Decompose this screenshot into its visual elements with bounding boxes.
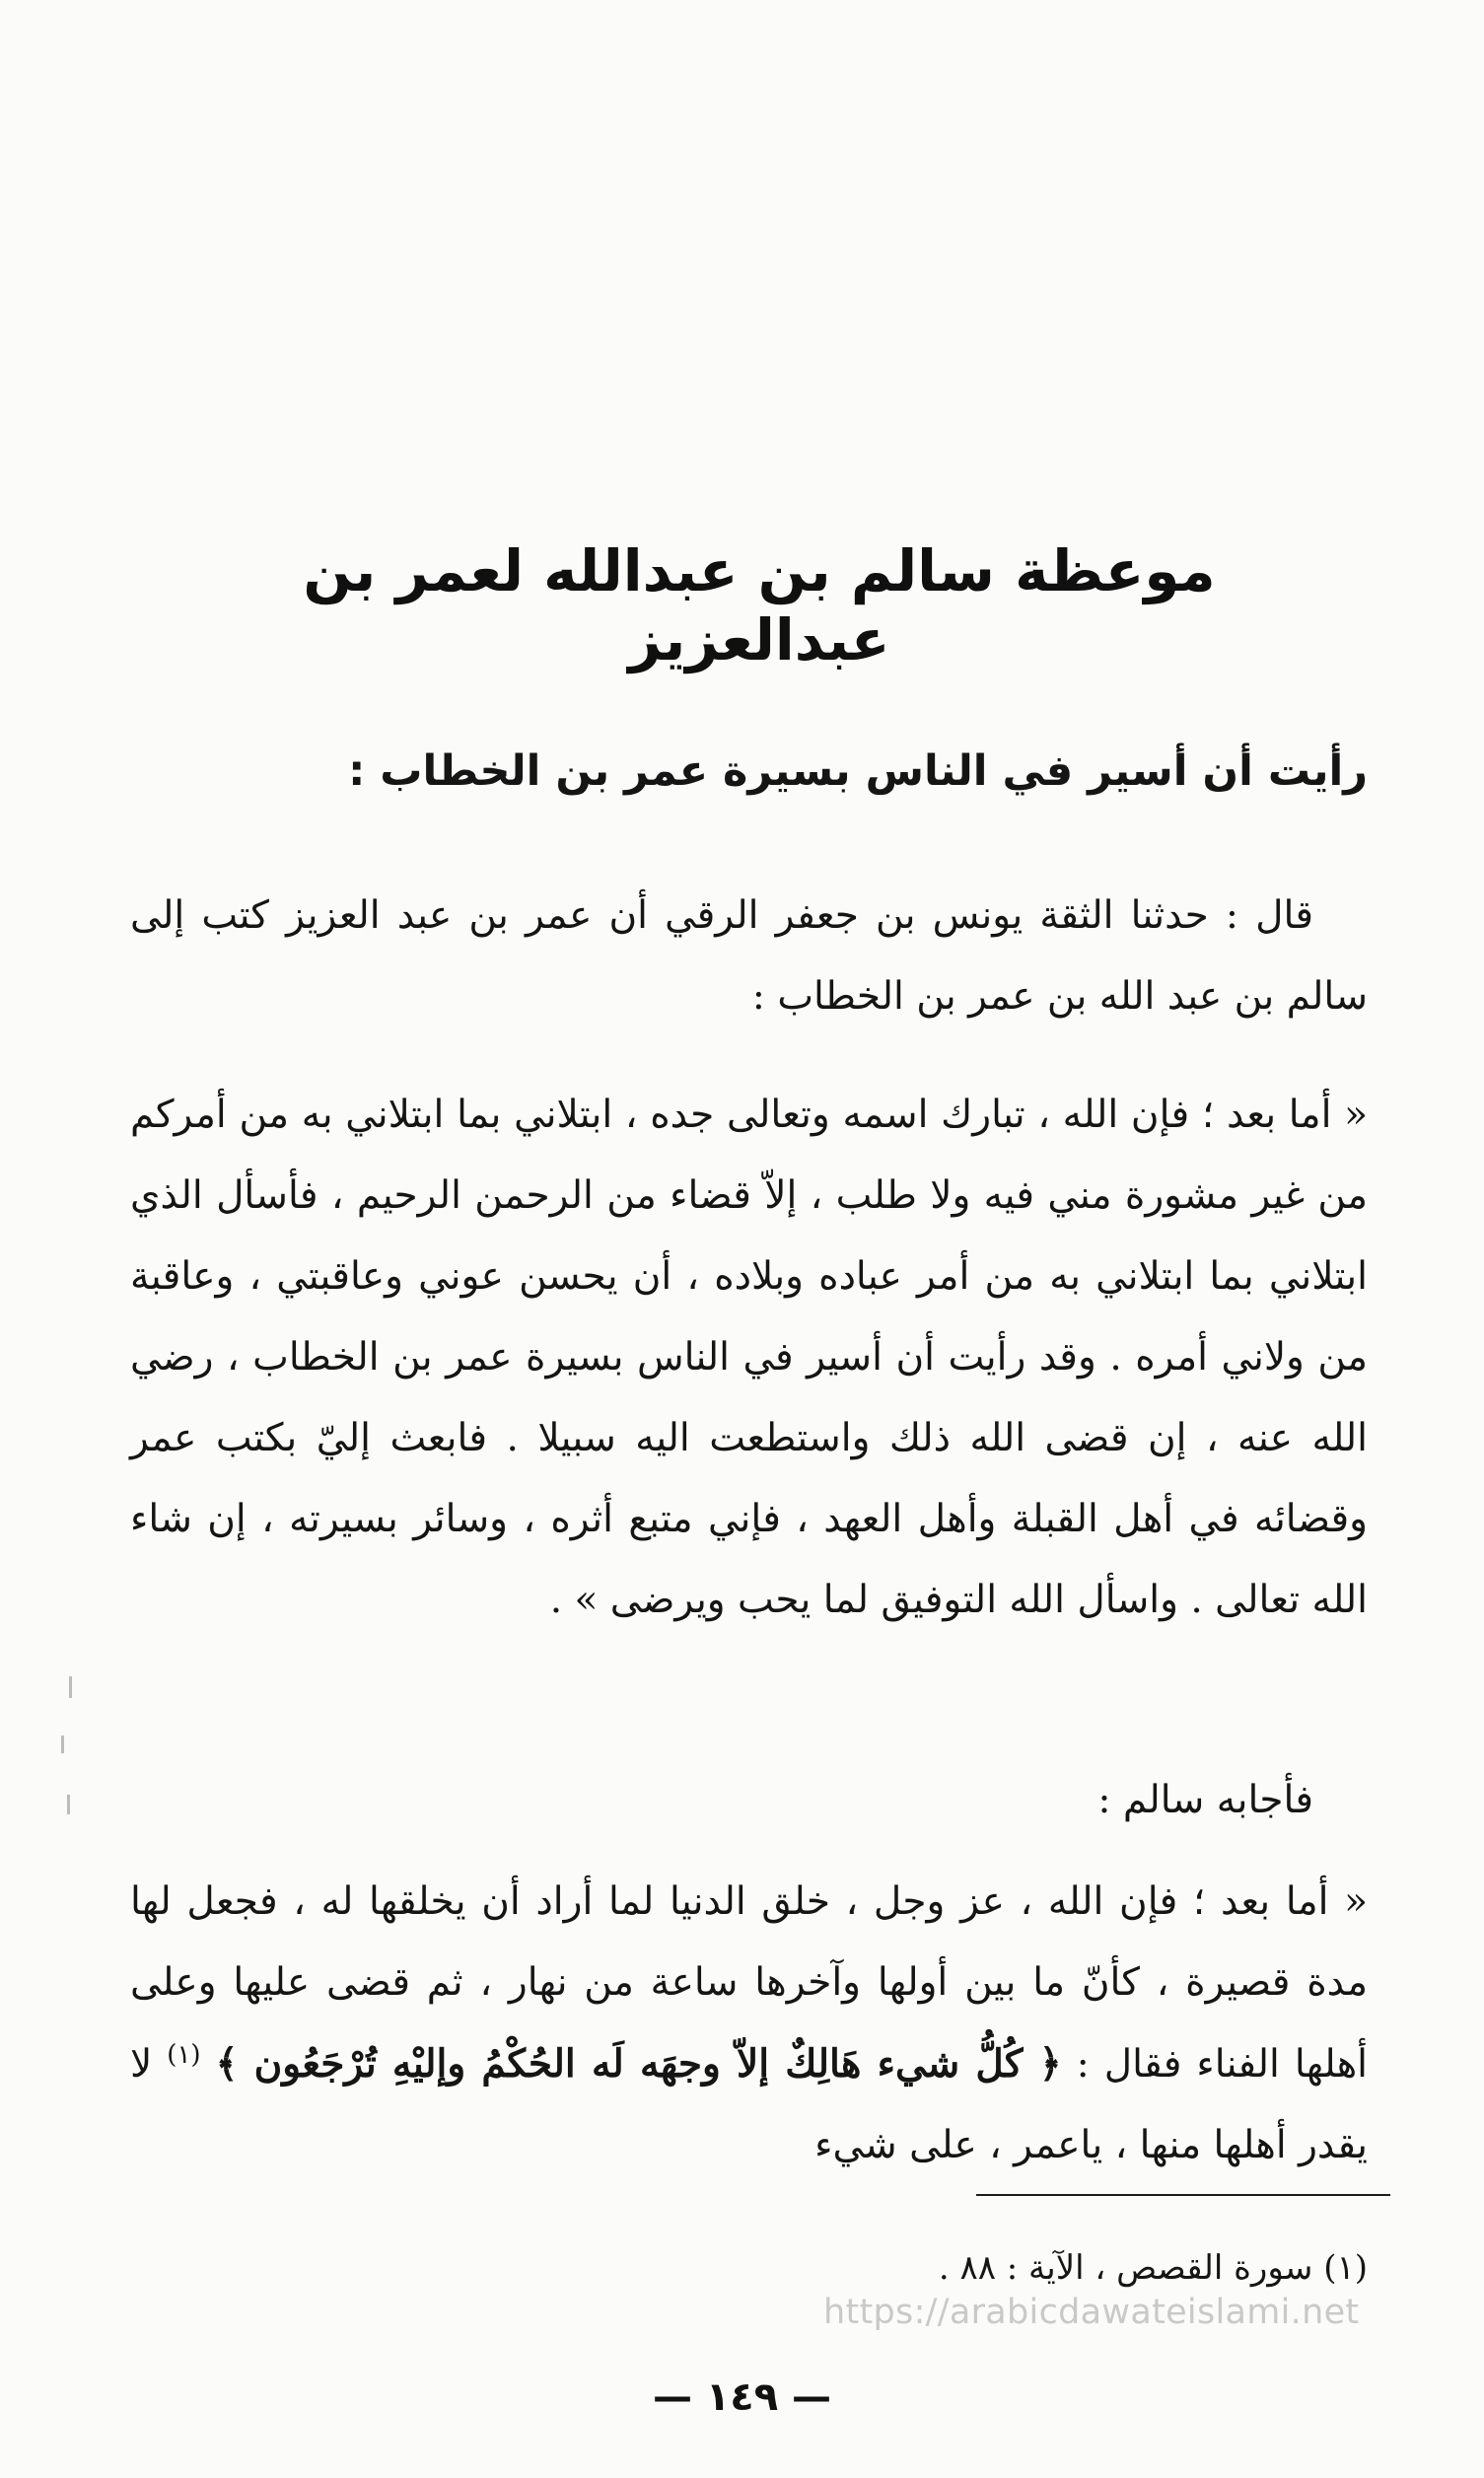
scan-speck — [67, 1795, 70, 1814]
watermark-url: https://arabicdawateislami.net — [823, 2293, 1360, 2332]
page-number: — ١٤٩ — — [652, 2374, 832, 2420]
quran-verse: ﴿ كُلُّ شيء هَالِكٌ إلاّ وجهَه لَه الحُكْمُ وإليْهِ تُرْجَعُون ﴾ — [215, 2041, 1062, 2087]
footnote-divider — [976, 2194, 1390, 2196]
scan-speck — [61, 1735, 64, 1753]
letter-paragraph: « أما بعد ؛ فإن الله ، تبارك اسمه وتعالى جده ، ابتلاني بما ابتلاني به من أمركم من غير مشورة مني فيه ولا طلب ، إلاّ قضاء من الرحمن الرحيم ، فأسأل الذي ابتلاني بما ابتلاني به من أمر عباده وبلاده ، أن يحسن عوني وعاقبتي ، وعاقبة من ولاني أمره . وقد رأيت أن أسير في الناس بسيرة عمر بن الخطاب ، رضي الله عنه ، إن قضى الله ذلك واستطعت اليه سبيلا . فابعث إليّ بكتب عمر وقضائه في أهل القبلة وأهل العهد ، فإني متبع أثره ، وسائر بسيرته ، إن شاء الله تعالى . واسأل الله التوفيق لما يحب ويرضى » . — [130, 1093, 1368, 1622]
reply-label: فأجابه سالم : — [1097, 1778, 1313, 1822]
reply-text-start: « أما بعد ؛ فإن الله ، عز وجل ، خلق الدنيا لما أراد أن يخلقها له ، فجعل لها مدة قصيرة ، كأنّ ما بين أولها وآخرها ساعة من نهار ، ثم قضى عليها وعلى أهلها الفناء فقال : — [130, 1879, 1369, 2087]
reply-paragraph — [130, 1862, 1368, 2186]
section-heading: رأيت أن أسير في الناس بسيرة عمر بن الخطاب : — [348, 746, 1368, 796]
scan-speck — [69, 1676, 72, 1698]
reply-text-end: لا يقدر أهلها منها ، ياعمر ، على شيء — [130, 2042, 1368, 2167]
intro-paragraph: قال : حدثنا الثقة يونس بن جعفر الرقي أن عمر بن عبد العزيز كتب إلى سالم بن عبد الله بن عمر بن الخطاب : — [130, 893, 1368, 1019]
page-title: موعظة سالم بن عبدالله لعمر بن عبدالعزيز — [303, 537, 1216, 673]
footnote: (١) سورة القصص ، الآية : ٨٨ . — [938, 2248, 1368, 2288]
footnote-marker: (١) — [167, 2040, 201, 2070]
